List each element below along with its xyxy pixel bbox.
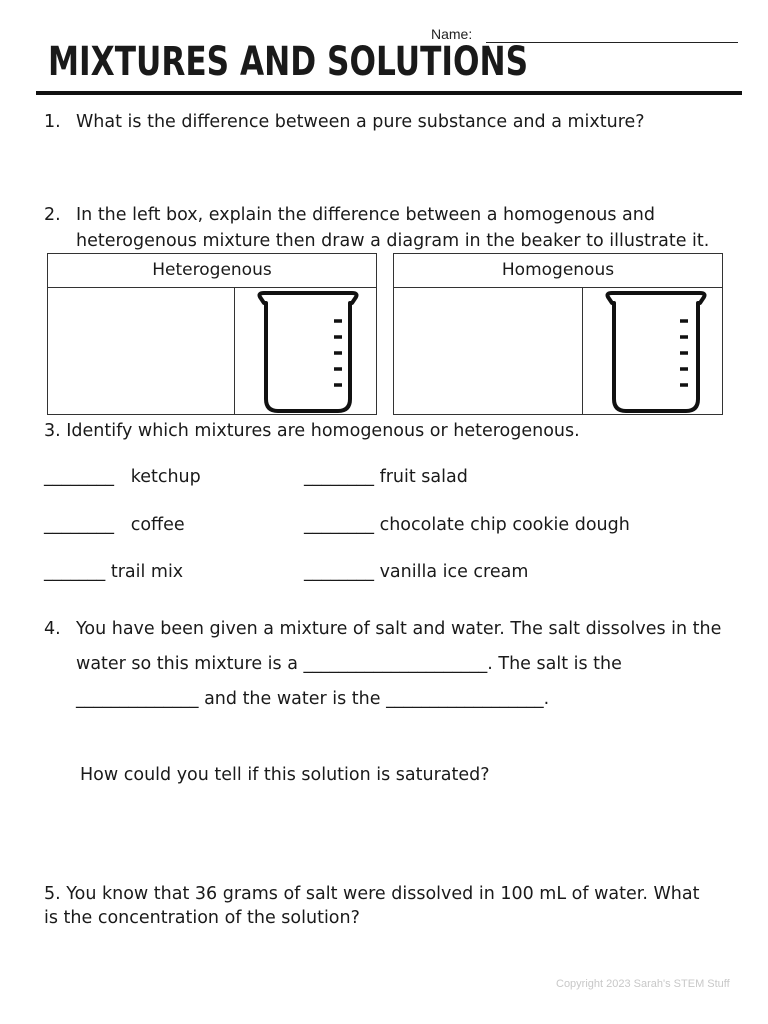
list-item: [304, 513, 630, 537]
list-item: [304, 560, 528, 584]
question-1-number: 1.: [44, 112, 61, 132]
question-4-line-3: [76, 686, 549, 712]
list-item: [304, 465, 468, 489]
item-label: fruit salad: [379, 467, 468, 487]
item-label: chocolate chip cookie dough: [379, 515, 630, 535]
beaker-icon[interactable]: [256, 291, 360, 413]
list-item: [44, 560, 183, 584]
copyright-text: Copyright 2023 Sarah's STEM Stuff: [556, 978, 730, 990]
answer-blank[interactable]: ________: [304, 467, 374, 487]
list-item: [44, 465, 201, 489]
item-label: ketchup: [130, 467, 201, 487]
item-label: vanilla ice cream: [379, 562, 529, 582]
question-4-text: water so this mixture is a: [76, 654, 298, 674]
question-2-line-1: In the left box, explain the difference between a homogenous and: [76, 205, 655, 225]
item-label: trail mix: [110, 562, 184, 582]
item-label: coffee: [130, 515, 185, 535]
question-4-text: . The salt is the: [487, 654, 622, 674]
heterogenous-box-title: Heterogenous: [48, 254, 376, 288]
homogenous-explanation-area[interactable]: [394, 287, 583, 414]
question-4-line-2: [76, 651, 622, 677]
answer-blank[interactable]: ________: [44, 467, 114, 487]
question-5-line-1: 5. You know that 36 grams of salt were dissolved in 100 mL of water. What: [44, 884, 700, 904]
homogenous-box: [393, 253, 723, 415]
question-1-text: What is the difference between a pure substance and a mixture?: [76, 112, 645, 132]
question-1: [44, 109, 61, 135]
homogenous-box-title: Homogenous: [394, 254, 722, 288]
answer-blank[interactable]: ________: [44, 515, 114, 535]
question-4-followup: How could you tell if this solution is saturated?: [80, 765, 490, 785]
question-2-number: 2.: [44, 205, 61, 225]
title-divider: [36, 91, 742, 95]
question-4-line-1: You have been given a mixture of salt and water. The salt dissolves in the: [76, 619, 722, 639]
page-title: MIXTURES AND SOLUTIONS: [48, 39, 529, 85]
answer-blank-solvent[interactable]: __________________: [386, 689, 544, 709]
question-2-line-2: heterogenous mixture then draw a diagram in the beaker to illustrate it.: [76, 231, 710, 251]
question-3-prompt: 3. Identify which mixtures are homogenous or heterogenous.: [44, 421, 580, 441]
question-4-text: and the water is the: [204, 689, 381, 709]
question-5-line-2: is the concentration of the solution?: [44, 908, 360, 928]
heterogenous-box: [47, 253, 377, 415]
answer-blank-mixture-type[interactable]: _____________________: [303, 654, 488, 674]
answer-blank-solute[interactable]: ______________: [76, 689, 199, 709]
list-item: [44, 513, 185, 537]
period: .: [543, 689, 550, 709]
answer-blank[interactable]: _______: [44, 562, 106, 582]
answer-blank[interactable]: ________: [304, 515, 374, 535]
beaker-icon[interactable]: [604, 291, 708, 413]
answer-blank[interactable]: ________: [304, 562, 374, 582]
question-4-number: 4.: [44, 619, 61, 639]
heterogenous-explanation-area[interactable]: [48, 287, 235, 414]
name-label: Name:: [431, 26, 473, 42]
